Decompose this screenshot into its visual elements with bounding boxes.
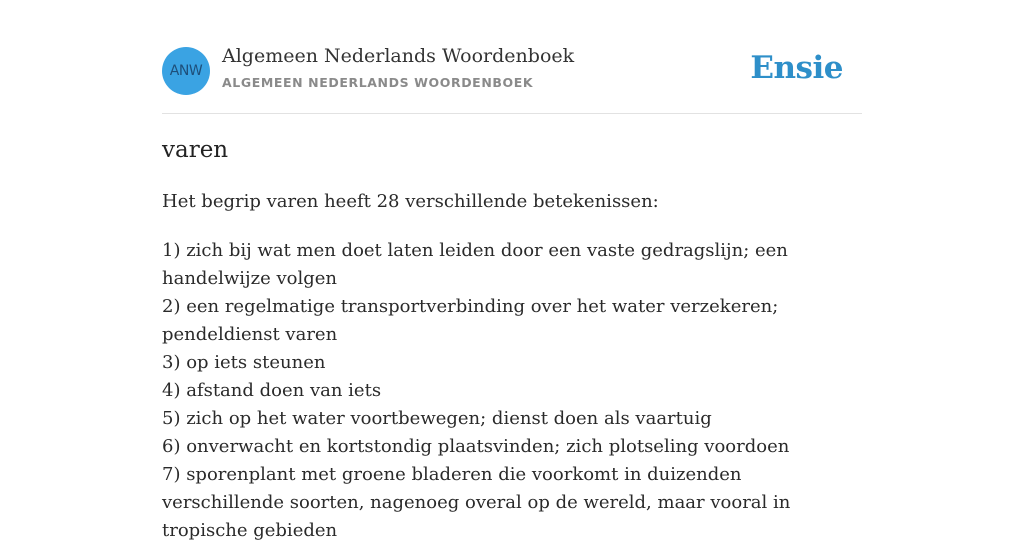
meanings-list <box>162 237 862 545</box>
meaning-item[interactable]: 6) onverwacht en kortstondig plaatsvinden; zich plotseling voordoen <box>162 436 790 457</box>
page <box>162 0 862 541</box>
meaning-item[interactable]: 4) afstand doen van iets <box>162 380 382 401</box>
meaning-item[interactable]: 2) een regelmatige transportverbinding over het water verzekeren; pendeldienst varen <box>162 296 779 345</box>
meanings-intro: Het begrip varen heeft 28 verschillende betekenissen: <box>162 191 659 212</box>
site-subtitle: ALGEMEEN NEDERLANDS WOORDENBOEK <box>222 75 534 90</box>
meaning-item[interactable]: 1) zich bij wat men doet laten leiden door een vaste gedragslijn; een handelwijze volgen <box>162 240 788 289</box>
meaning-item[interactable]: 7) sporenplant met groene bladeren die voorkomt in duizenden verschillende soorten, nagenoeg overal op de wereld, maar vooral in tropische gebieden <box>162 464 791 541</box>
meaning-item[interactable]: 5) zich op het water voortbewegen; dienst doen als vaartuig <box>162 408 712 429</box>
site-title[interactable]: Algemeen Nederlands Woordenboek <box>222 45 575 67</box>
meaning-item[interactable]: 3) op iets steunen <box>162 352 326 373</box>
ensie-brand-logo[interactable]: Ensie <box>750 50 843 86</box>
logo-text: ANW <box>169 63 203 79</box>
site-header <box>162 0 862 114</box>
anw-logo[interactable] <box>162 47 210 95</box>
page-title: varen <box>162 137 229 163</box>
